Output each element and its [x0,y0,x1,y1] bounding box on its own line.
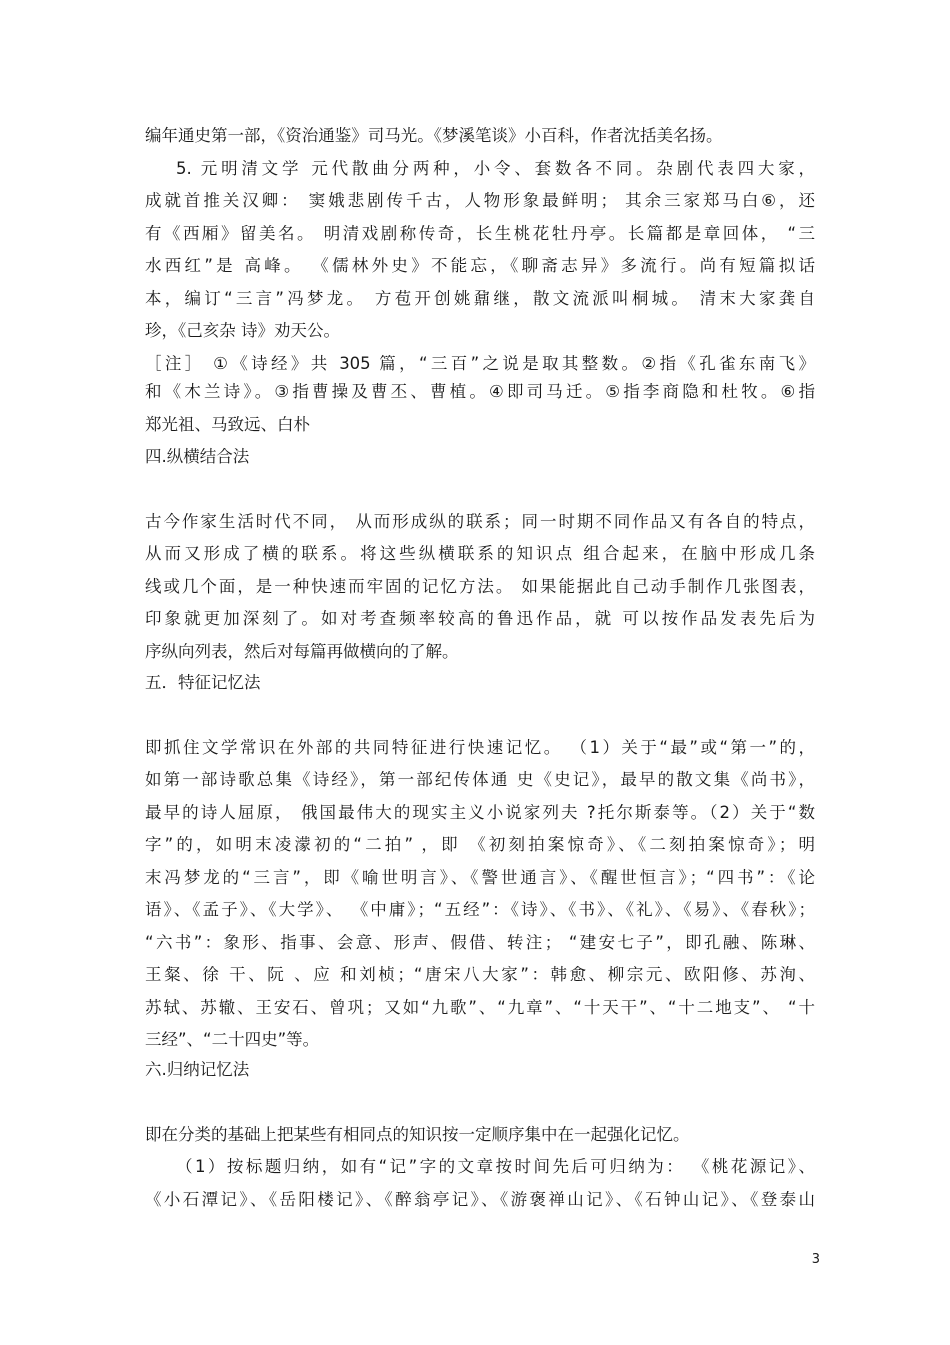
body-line: 5. 元明清文学 元代散曲分两种，小令、套数各不同。杂剧代表四大家， [176,159,815,178]
body-line: 线或几个面，是一种快速而牢固的记忆方法。 如果能据此自己动手制作几张图表， [145,577,815,596]
section-heading: 四.纵横结合法 [145,447,250,466]
body-line: 语》、《孟子》、《大学》、 《中庸》；“五经”：《诗》、《书》、《礼》、《易》、《春秋》； [145,900,815,919]
body-line: 珍，《己亥杂 诗》劝天公。 [145,321,340,340]
page-number: 3 [811,1252,820,1267]
body-line: 本，编订“三言”冯梦龙。 方苞开创姚鼐继，散文流派叫桐城。 清末大家龚自 [145,289,815,308]
body-line: 从而又形成了横的联系。将这些纵横联系的知识点 组合起来，在脑中形成几条 [145,544,815,563]
body-line: 苏轼、苏辙、王安石、曾巩；又如“九歌”、“九章”、“十天干”、“十二地支”、 “十 [145,998,815,1017]
body-line: “六书”：象形、指事、会意、形声、假借、转注； “建安七子”，即孔融、陈琳、 [145,933,815,952]
body-line: 王粲、徐 干、阮 、应 和刘桢；“唐宋八大家”：韩愈、柳宗元、欧阳修、苏洵、 [145,965,815,984]
section-heading: 五．特征记忆法 [145,673,261,692]
body-line: 印象就更加深刻了。如对考查频率较高的鲁迅作品，就 可以按作品发表先后为 [145,609,815,628]
body-line: （1）按标题归纳，如有“记”字的文章按时间先后可归纳为： 《桃花源记》、 [176,1157,815,1176]
body-line: 即抓住文学常识在外部的共同特征进行快速记忆。 （1）关于“最”或“第一”的， [145,738,815,757]
body-line: 水西红”是 高峰。 《儒林外史》不能忘，《聊斋志异》多流行。尚有短篇拟话 [145,256,815,275]
body-line: 古今作家生活时代不同， 从而形成纵的联系；同一时期不同作品又有各自的特点， [145,512,815,531]
note-line: 和《木兰诗》。③指曹操及曹丕、曹植。④即司马迁。⑤指李商隐和杜牧。⑥指 [145,382,815,401]
body-line: 三经”、“二十四史”等。 [145,1030,320,1049]
body-line: 有《西厢》留美名。 明清戏剧称传奇，长生桃花牡丹亭。长篇都是章回体， “三 [145,224,815,243]
body-line: 编年通史第一部，《资治通鉴》司马光。《梦溪笔谈》小百科，作者沈括美名扬。 [145,126,723,145]
body-line: 序纵向列表，然后对每篇再做横向的了解。 [145,642,459,661]
body-line: 最早的诗人屈原， 俄国最伟大的现实主义小说家列夫 ?托尔斯泰等。（2）关于“数 [145,803,815,822]
section-heading: 六.归纳记忆法 [145,1060,250,1079]
body-line: 末冯梦龙的“三言”，即《喻世明言》、《警世通言》、《醒世恒言》；“四书”：《论 [145,868,815,887]
body-line: 即在分类的基础上把某些有相同点的知识按一定顺序集中在一起强化记忆。 [145,1125,690,1144]
body-line: 成就首推关汉卿： 窦娥悲剧传千古，人物形象最鲜明； 其余三家郑马白⑥，还 [145,191,815,210]
note-line: ［注］ ①《诗经》共 305 篇，“三百”之说是取其整数。②指《孔雀东南飞》 [145,354,815,373]
note-line: 郑光祖、马致远、白朴 [145,415,310,434]
body-line: 《小石潭记》、《岳阳楼记》、《醉翁亭记》、《游褒禅山记》、《石钟山记》、《登泰山 [145,1190,815,1209]
body-line: 如第一部诗歌总集《诗经》，第一部纪传体通 史《史记》，最早的散文集《尚书》， [145,770,815,789]
body-line: 字”的，如明末凌濛初的“二拍” ，即 《初刻拍案惊奇》、《二刻拍案惊奇》；明 [145,835,815,854]
